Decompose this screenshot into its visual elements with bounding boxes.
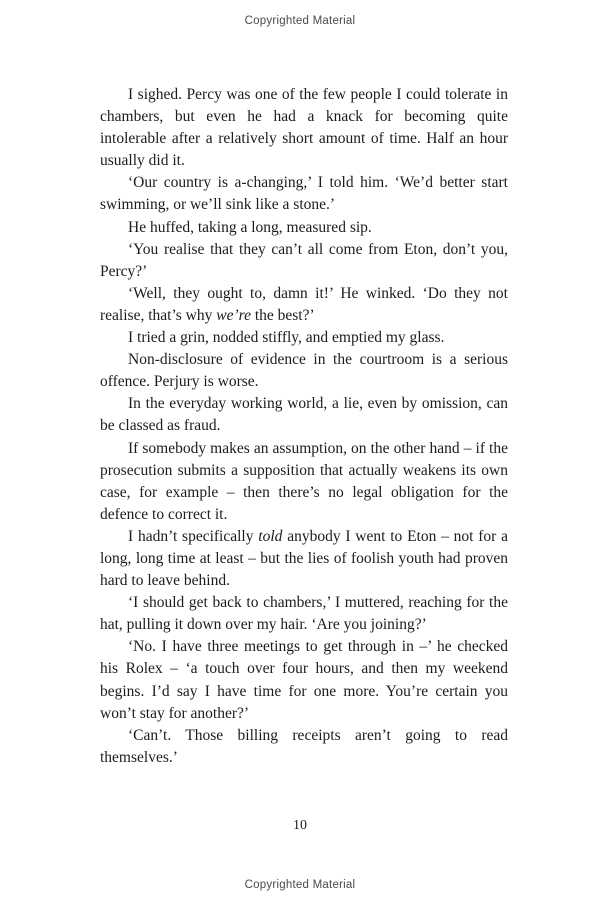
text-segment: the best?’ (250, 306, 315, 324)
paragraph (100, 172, 508, 216)
text-segment: I hadn’t specifically (128, 527, 259, 545)
paragraph (100, 217, 508, 239)
copyright-notice-top: Copyrighted Material (244, 15, 356, 27)
copyright-notice-bottom: Copyrighted Material (244, 879, 356, 891)
text-segment: ‘Can’t. Those billing receipts aren’t going to read themselves.’ (100, 726, 508, 766)
paragraph (100, 636, 508, 724)
text-segment: ‘You realise that they can’t all come from Eton, don’t you, Percy?’ (100, 240, 508, 280)
italic-text: told (258, 527, 283, 545)
paragraph (100, 327, 508, 349)
paragraph (100, 592, 508, 636)
italic-text: we’re (216, 306, 251, 324)
text-segment: anybody I went to Eton – not for a long, long time at least – but the lies of foolish youth had proven hard to leave behind. (100, 527, 508, 590)
book-text (100, 84, 508, 769)
text-segment: He huffed, taking a long, measured sip. (128, 218, 372, 236)
text-segment: ‘Well, they ought to, damn it!’ He winked. ‘Do they not realise, that’s why (100, 284, 508, 324)
paragraph (100, 526, 508, 592)
text-segment: Non-disclosure of evidence in the courtroom is a serious offence. Perjury is worse. (100, 351, 508, 391)
paragraph (100, 393, 508, 437)
text-segment: ‘Our country is a-changing,’ I told him. ‘We’d better start swimming, or we’ll sink like a stone.’ (100, 174, 508, 214)
text-segment: I sighed. Percy was one of the few people I could tolerate in chambers, but even he had a knack for becoming quite intolerable after a relatively short amount of time. Half an hour usually did it. (100, 86, 508, 170)
text-segment: ‘I should get back to chambers,’ I muttered, reaching for the hat, pulling it down over my hair. ‘Are you joining?’ (100, 594, 508, 634)
paragraph (100, 84, 508, 172)
paragraph (100, 349, 508, 393)
paragraph (100, 283, 508, 327)
text-segment: In the everyday working world, a lie, even by omission, can be classed as fraud. (100, 395, 508, 435)
paragraph (100, 438, 508, 526)
text-segment: ‘No. I have three meetings to get through in –’ he checked his Rolex – ‘a touch over four hours, and then my weekend begins. I’d say I have time for one more. You’re certain you won’t stay for another?’ (100, 638, 508, 722)
text-segment: If somebody makes an assumption, on the other hand – if the prosecution submits a supposition that actually weakens its own case, for example – then there’s no legal obligation for the defence to correct it. (100, 439, 508, 523)
paragraph (100, 239, 508, 283)
page-number: 10 (293, 818, 307, 833)
paragraph (100, 725, 508, 769)
text-segment: I tried a grin, nodded stiffly, and emptied my glass. (128, 329, 445, 347)
